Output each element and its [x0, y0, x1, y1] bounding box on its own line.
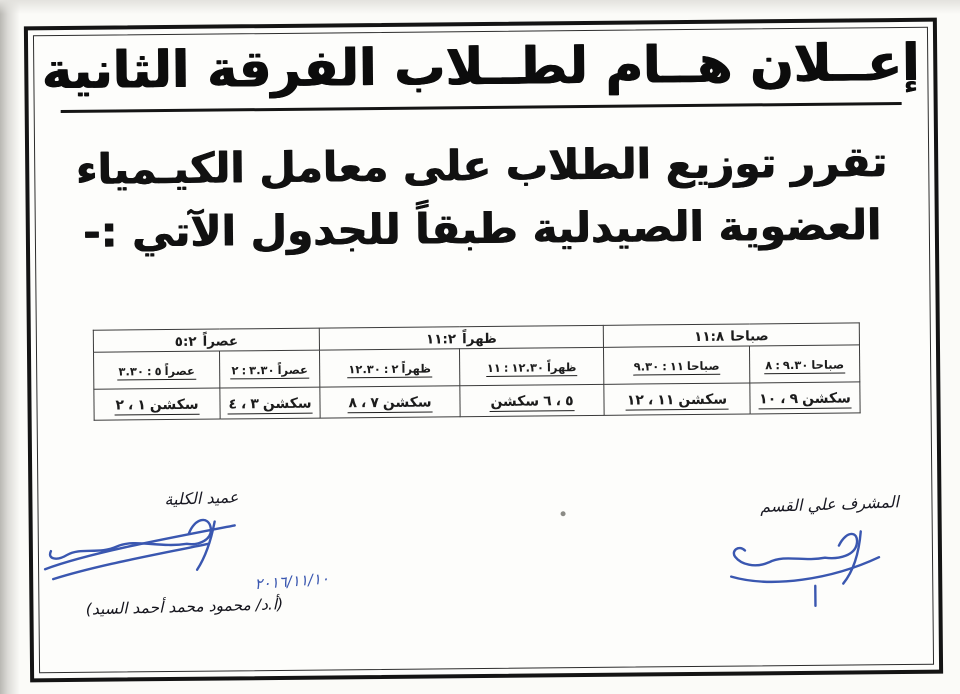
section-cell-11-12	[604, 383, 750, 415]
slot-separator: :	[383, 361, 389, 376]
slot-word: ظهراً	[401, 361, 432, 376]
page-title: إعــلان هــام لطــلاب الفرقة الثانية	[41, 33, 920, 102]
period-word: عصراً	[202, 333, 239, 350]
document-sheet	[24, 18, 943, 683]
scan-edge-shadow-left	[0, 0, 20, 694]
period-header-morning	[603, 323, 859, 347]
subtitle-line-1: تقرر توزيع الطلاب على معامل الكيـمياء	[75, 137, 888, 194]
period-header-afternoon	[93, 328, 319, 352]
section-separator: ،	[780, 390, 786, 407]
slot-separator: :	[241, 363, 247, 378]
scan-edge-shadow-top	[0, 0, 960, 14]
dean-signature-block	[38, 487, 329, 617]
slot-word: عصراً	[164, 363, 195, 379]
section-word: سكشن	[678, 391, 728, 408]
lab-schedule-table	[93, 322, 861, 420]
slot-end: ١١	[669, 359, 684, 374]
slot-header-330-5	[94, 351, 220, 389]
slot-end: ٢	[391, 361, 399, 376]
slot-word: عصراً	[277, 362, 308, 377]
dean-role-label: عميد الكلية	[164, 487, 239, 510]
section-number: ٨	[348, 394, 358, 411]
period-time: ٥:٢	[174, 333, 197, 350]
section-number: ٣	[250, 395, 259, 412]
section-number: ٧	[370, 394, 379, 411]
section-number: ١٢	[626, 391, 645, 409]
supervisor-signature-scribble	[711, 513, 922, 615]
slot-start: ٣.٣٠	[118, 364, 145, 379]
slot-header-2-330	[219, 350, 319, 388]
period-header-noon	[319, 325, 603, 350]
section-assignment-row	[94, 382, 860, 420]
supervisor-role-label: المشرف علي القسم	[759, 492, 900, 517]
section-word: سكشن	[801, 389, 851, 407]
slot-header-8-930	[749, 345, 859, 383]
section-cell-5-6	[460, 384, 604, 416]
section-separator: ،	[360, 394, 367, 411]
title-block	[28, 33, 934, 114]
slot-start: ٨	[765, 358, 773, 373]
slot-end: ٥	[154, 364, 162, 379]
slot-start: ٩.٣٠	[633, 359, 660, 374]
section-cell-1-2	[94, 388, 220, 420]
slot-separator: :	[662, 359, 667, 374]
section-number: ٩	[789, 390, 799, 407]
section-number: ١١	[657, 391, 675, 408]
slot-start: ١١	[486, 360, 501, 375]
section-word: سكشن	[490, 392, 540, 410]
period-word: صباحا	[730, 328, 769, 345]
slot-word: ظهراً	[546, 360, 577, 375]
period-time: ١١:٢	[425, 331, 457, 348]
supervisor-signature-block	[710, 494, 931, 615]
slot-header-930-11	[603, 346, 749, 384]
scan-speck	[561, 511, 566, 516]
section-number: ٢	[115, 396, 125, 414]
section-word: سكشن	[262, 395, 312, 412]
slot-start: ٢	[231, 363, 239, 378]
section-number: ٥	[564, 392, 574, 409]
slot-end: ١٢.٣٠	[511, 360, 545, 375]
slot-word: صباحا	[811, 357, 845, 372]
section-separator: ،	[127, 396, 134, 413]
announcement-body-text	[49, 130, 915, 264]
section-number: ٦	[543, 392, 552, 409]
section-separator: ،	[555, 392, 562, 409]
section-number: ١	[137, 396, 146, 413]
slot-end: ٩.٣٠	[782, 357, 809, 373]
section-word: سكشن	[382, 394, 432, 411]
slot-separator: :	[146, 364, 152, 379]
period-word: ظهراً	[462, 330, 497, 348]
section-cell-3-4	[220, 387, 320, 419]
period-time: ١١:٨	[694, 328, 725, 345]
date-value: ٢٠١٦/١١/١٠	[253, 569, 330, 594]
slot-separator: :	[775, 358, 780, 373]
slot-header-1230-2	[319, 349, 459, 387]
section-word: سكشن	[149, 396, 199, 413]
slot-start: ١٢.٣٠	[348, 361, 381, 377]
section-separator: ،	[647, 391, 654, 408]
slot-header-11-1230	[459, 347, 603, 385]
slot-word: صباحا	[686, 358, 720, 374]
section-number: ٤	[228, 395, 238, 412]
section-number: ١٠	[759, 390, 777, 407]
section-cell-7-8	[320, 386, 460, 418]
subtitle-line-2: العضوية الصيدلية طبقاً للجدول الآتي :-	[83, 200, 882, 257]
section-cell-9-10	[750, 382, 860, 414]
section-separator: ،	[240, 395, 247, 412]
slot-end: ٣.٣٠	[249, 363, 275, 378]
slot-separator: :	[503, 360, 509, 375]
dean-name: (أ.د/ محمود محمد أحمد السيد)	[85, 595, 284, 619]
